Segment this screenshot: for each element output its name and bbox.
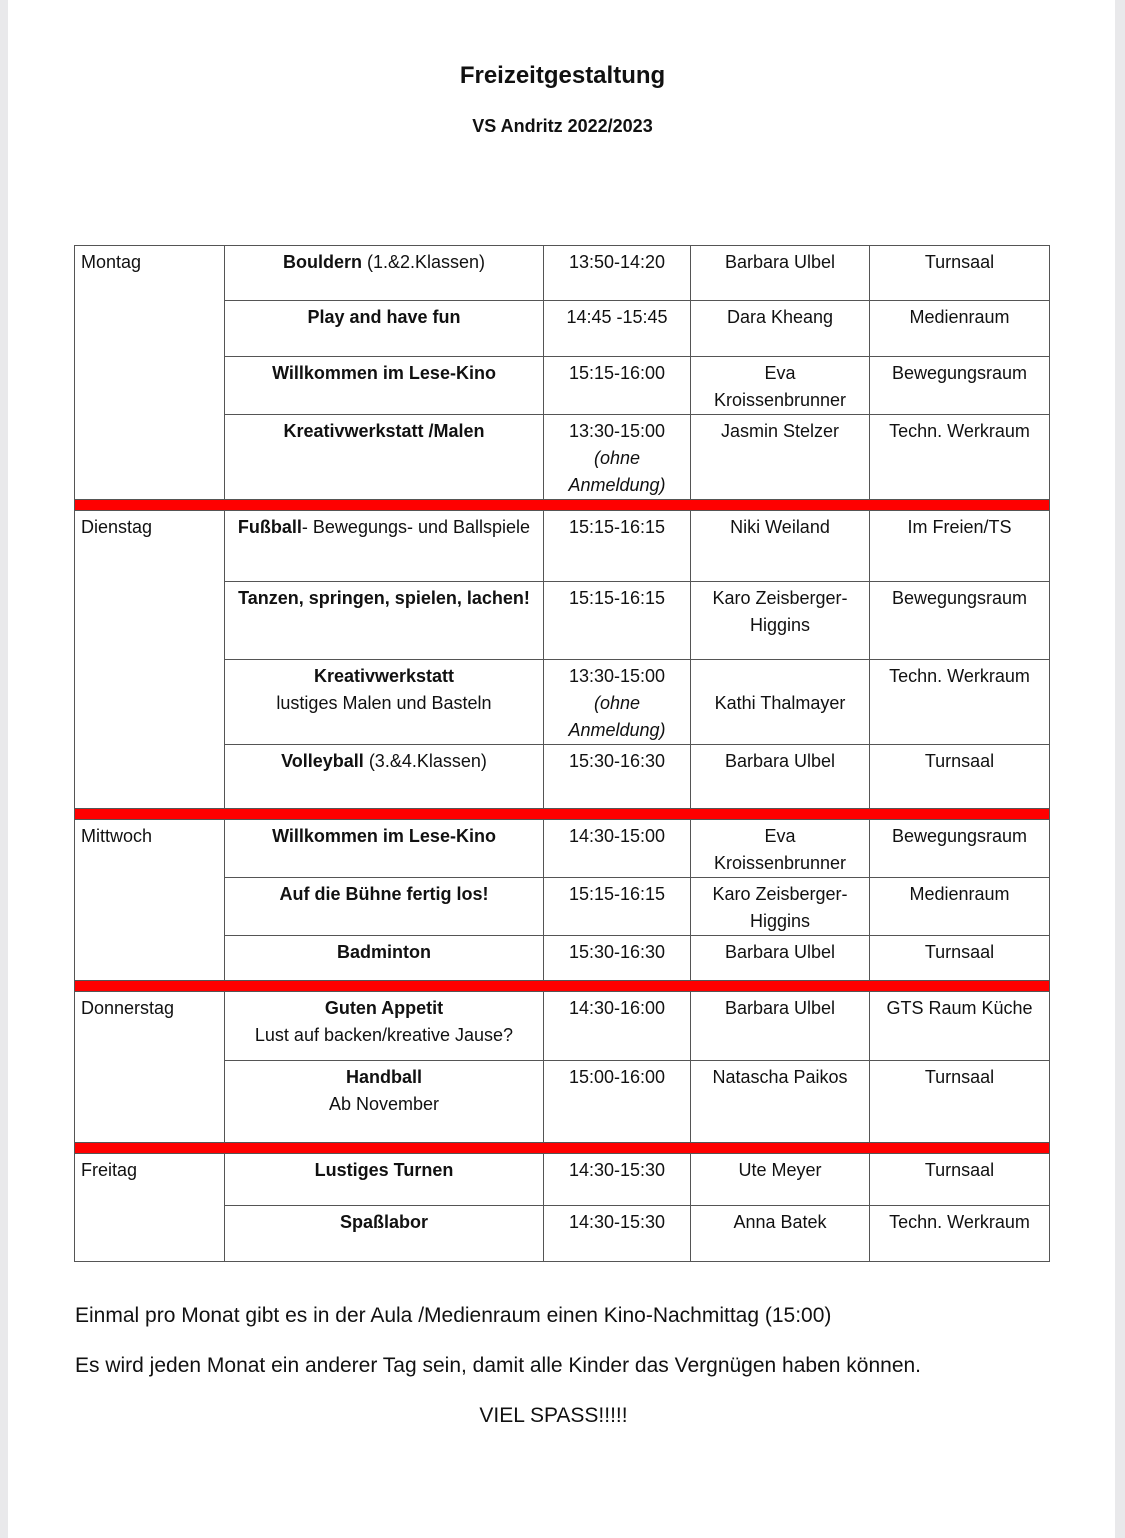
- activity-cell: [225, 878, 544, 936]
- time-cell: 15:15-16:15: [544, 511, 691, 582]
- activity-title: Spaßlabor: [339, 1212, 428, 1232]
- time-cell: 14:30-15:00: [544, 820, 691, 878]
- room-cell: Techn. Werkraum: [870, 415, 1050, 500]
- activity-subline: Lust auf backen/kreative Jause?: [254, 1025, 514, 1045]
- room-cell: Turnsaal: [870, 1154, 1050, 1206]
- note-rotating-day: Es wird jeden Monat ein anderer Tag sein, damit alle Kinder das Vergnügen haben können.: [75, 1354, 922, 1377]
- activity-extra: (1.&2.Klassen): [361, 252, 486, 272]
- leader-cell: Eva Kroissenbrunner: [691, 820, 870, 878]
- time-note: (ohne Anmeldung): [568, 693, 666, 740]
- day-separator: [75, 981, 1050, 992]
- time-cell: 15:15-16:15: [544, 582, 691, 660]
- room-cell: Turnsaal: [870, 745, 1050, 809]
- document-title: Freizeitgestaltung: [459, 62, 666, 89]
- activity-extra: (3.&4.Klassen): [363, 751, 487, 771]
- time-cell: 14:30-15:30: [544, 1206, 691, 1262]
- day-separator: [75, 1143, 1050, 1154]
- leader-cell: Anna Batek: [691, 1206, 870, 1262]
- activity-cell: [225, 357, 544, 415]
- time-cell: 14:45 -15:45: [544, 301, 691, 357]
- activity-subline: Ab November: [328, 1094, 440, 1114]
- activity-cell: [225, 582, 544, 660]
- day-cell-mittwoch: Mittwoch: [75, 820, 225, 981]
- leader-cell: Barbara Ulbel: [691, 992, 870, 1061]
- leader-cell: Karo Zeisberger-Higgins: [691, 878, 870, 936]
- room-cell: Medienraum: [870, 878, 1050, 936]
- room-cell: Techn. Werkraum: [870, 1206, 1050, 1262]
- time-value: 13:30-15:00: [568, 421, 666, 441]
- room-cell: Bewegungsraum: [870, 820, 1050, 878]
- activity-extra: - Bewegungs- und Ballspiele: [301, 517, 531, 537]
- time-cell: 13:50-14:20: [544, 246, 691, 301]
- activity-title: Kreativwerkstatt: [313, 666, 455, 686]
- time-cell: 15:15-16:15: [544, 878, 691, 936]
- time-note: (ohne Anmeldung): [568, 448, 666, 495]
- time-cell: 15:30-16:30: [544, 936, 691, 981]
- table-row: [75, 1154, 1050, 1206]
- activity-title: Kreativwerkstatt /Malen: [283, 421, 485, 441]
- activity-title: Tanzen, springen, spielen, lachen!: [238, 588, 530, 608]
- activity-cell: [225, 992, 544, 1061]
- activity-title: Willkommen im Lese-Kino: [272, 363, 496, 383]
- activity-title: Willkommen im Lese-Kino: [272, 826, 496, 846]
- separator-bar: [75, 809, 1050, 820]
- activity-title: Fußball: [237, 517, 302, 537]
- activity-cell: [225, 660, 544, 745]
- leader-cell: Barbara Ulbel: [691, 246, 870, 301]
- table-row: [75, 820, 1050, 878]
- leader-cell: Kathi Thalmayer: [691, 660, 870, 745]
- room-cell: Im Freien/TS: [870, 511, 1050, 582]
- time-cell: 14:30-16:00: [544, 992, 691, 1061]
- day-cell-montag: Montag: [75, 246, 225, 500]
- activity-cell: [225, 1061, 544, 1143]
- activity-title: Guten Appetit: [324, 998, 444, 1018]
- activity-title: Volleyball: [281, 751, 364, 771]
- activity-cell: [225, 511, 544, 582]
- day-cell-donnerstag: Donnerstag: [75, 992, 225, 1143]
- day-cell-freitag: Freitag: [75, 1154, 225, 1262]
- activity-cell: [225, 415, 544, 500]
- document-subtitle: VS Andritz 2022/2023: [472, 116, 653, 136]
- day-cell-dienstag: Dienstag: [75, 511, 225, 809]
- note-kino-nachmittag: Einmal pro Monat gibt es in der Aula /Medienraum einen Kino-Nachmittag (15:00): [75, 1304, 832, 1327]
- leader-cell: Ute Meyer: [691, 1154, 870, 1206]
- table-row: [75, 246, 1050, 301]
- leader-cell: Jasmin Stelzer: [691, 415, 870, 500]
- time-cell: 15:15-16:00: [544, 357, 691, 415]
- leader-cell: Natascha Paikos: [691, 1061, 870, 1143]
- room-cell: Bewegungsraum: [870, 357, 1050, 415]
- table-row: [75, 992, 1050, 1061]
- day-separator: [75, 809, 1050, 820]
- time-cell: 15:00-16:00: [544, 1061, 691, 1143]
- activity-cell: [225, 745, 544, 809]
- activity-cell: [225, 246, 544, 301]
- time-cell: [544, 660, 691, 745]
- time-cell: [544, 415, 691, 500]
- time-cell: 14:30-15:30: [544, 1154, 691, 1206]
- leader-cell: Niki Weiland: [691, 511, 870, 582]
- separator-bar: [75, 1143, 1050, 1154]
- activity-title: Lustiges Turnen: [314, 1160, 454, 1180]
- room-cell: Turnsaal: [870, 936, 1050, 981]
- activity-title: Auf die Bühne fertig los!: [279, 884, 489, 904]
- activity-cell: [225, 1206, 544, 1262]
- room-cell: Turnsaal: [870, 1061, 1050, 1143]
- day-separator: [75, 500, 1050, 511]
- leader-cell: Barbara Ulbel: [691, 745, 870, 809]
- activity-cell: [225, 820, 544, 878]
- time-cell: 15:30-16:30: [544, 745, 691, 809]
- leader-cell: Barbara Ulbel: [691, 936, 870, 981]
- leader-cell: Eva Kroissenbrunner: [691, 357, 870, 415]
- activity-cell: [225, 301, 544, 357]
- separator-bar: [75, 981, 1050, 992]
- leader-cell: Karo Zeisberger-Higgins: [691, 582, 870, 660]
- separator-bar: [75, 500, 1050, 511]
- room-cell: GTS Raum Küche: [870, 992, 1050, 1061]
- room-cell: Turnsaal: [870, 246, 1050, 301]
- activity-title: Bouldern: [282, 252, 362, 272]
- activity-title: Badminton: [337, 942, 431, 962]
- room-cell: Techn. Werkraum: [870, 660, 1050, 745]
- room-cell: Bewegungsraum: [870, 582, 1050, 660]
- table-row: [75, 511, 1050, 582]
- activity-cell: [225, 936, 544, 981]
- time-value: 13:30-15:00: [568, 666, 666, 686]
- activity-title: Handball: [345, 1067, 422, 1087]
- activity-cell: [225, 1154, 544, 1206]
- schedule-table: [74, 245, 1050, 1262]
- room-cell: Medienraum: [870, 301, 1050, 357]
- closing-text: VIEL SPASS!!!!!: [479, 1404, 628, 1427]
- activity-subline: lustiges Malen und Basteln: [276, 693, 492, 713]
- activity-title: Play and have fun: [307, 307, 461, 327]
- leader-cell: Dara Kheang: [691, 301, 870, 357]
